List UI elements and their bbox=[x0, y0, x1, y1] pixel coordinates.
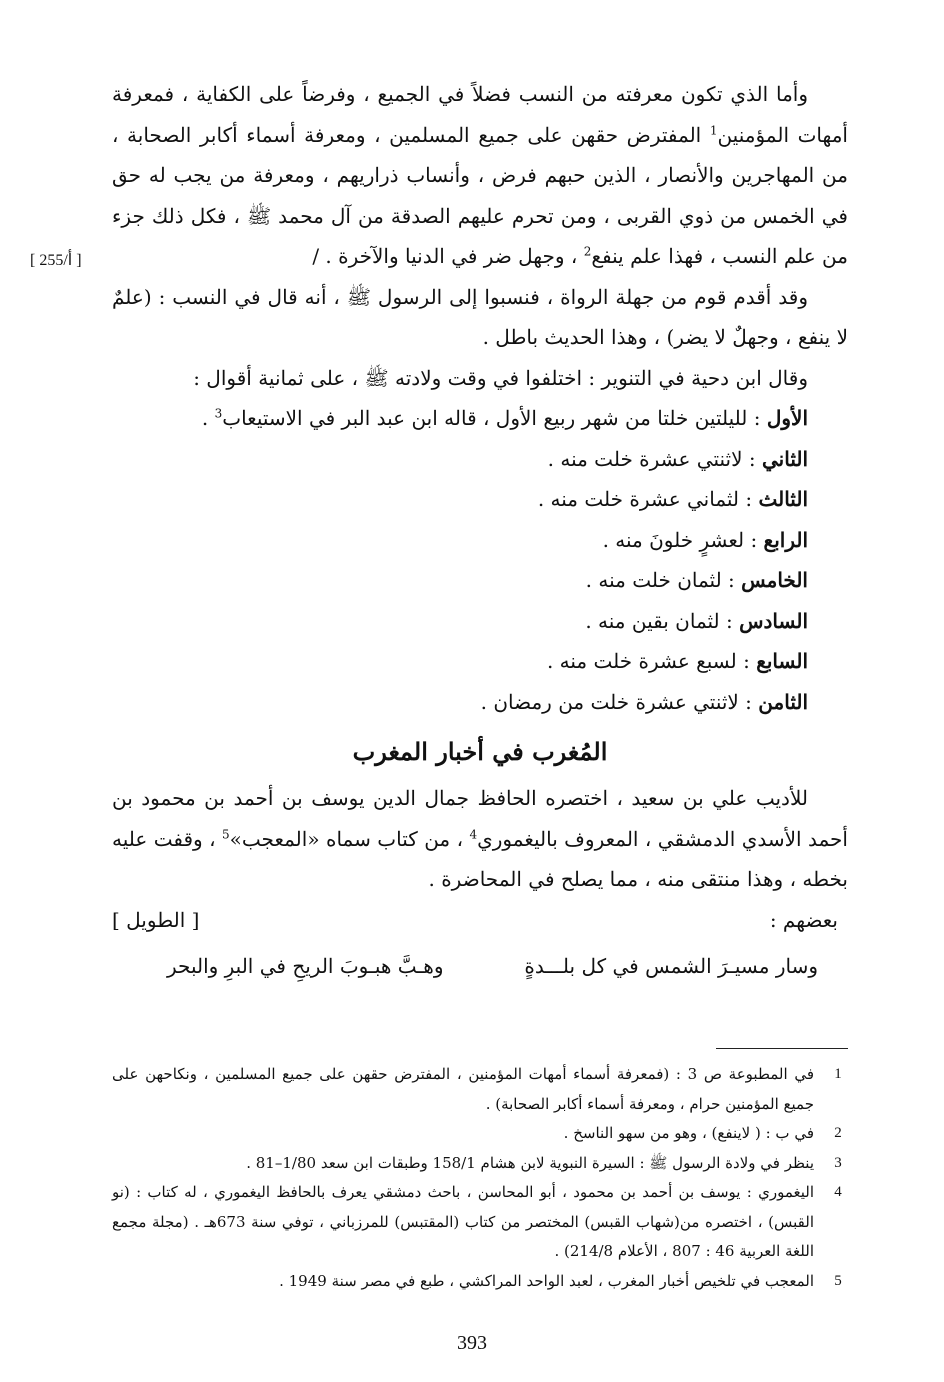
ordinal-label: الرابع bbox=[763, 527, 808, 552]
list-item bbox=[112, 439, 848, 480]
ordinal-label: الثاني bbox=[761, 446, 808, 471]
text-run: للأديب علي بن سعيد ، اختصره الحافظ جمال الدين يوسف بن أحمد بن محمود بن أحمد الأسدي الدمشقي ، المعروف باليغموري bbox=[112, 786, 848, 851]
verse-intro: بعضهم : bbox=[769, 907, 838, 932]
text-run: وأما الذي تكون معرفته من النسب فضلاً في الجميع ، وفرضاً على الكفاية ، فمعرفة أمهات المؤمنين bbox=[112, 82, 848, 147]
list-item-end: . bbox=[201, 406, 215, 430]
main-text bbox=[112, 74, 848, 990]
poetic-meter-label: [ الطويل ] bbox=[112, 907, 200, 932]
footnote-text: اليغموري : يوسف بن أحمد بن محمود ، أبو المحاسن ، باحث دمشقي يعرف بالحافظ اليغموري ، له كتاب : (نو القبس) ، اختصره من(شهاب القبس) المختصر من كتاب (المقتبس) للمرزباني ، توفي سنة 673هـ . (مجلة مجمع اللغة العربية 46 : 807 ، الأعلام 214/8) . bbox=[112, 1183, 815, 1260]
footnote-ref-5[interactable]: 5 bbox=[222, 826, 230, 841]
ordinal-label: الخامس bbox=[741, 568, 808, 592]
footnote-number: 1 bbox=[834, 1066, 842, 1082]
opinions-list bbox=[112, 398, 848, 722]
paragraph-mughrib bbox=[112, 778, 848, 900]
paragraph-hadith: وقد أقدم قوم من جهلة الرواة ، فنسبوا إلى الرسول ﷺ ، أنه قال في النسب : (علمٌ لا ينفع ، وجهلٌ لا يضر) ، وهذا الحديث باطل . bbox=[112, 284, 848, 349]
footnote-ref-3[interactable]: 3 bbox=[214, 406, 223, 421]
list-item bbox=[112, 398, 848, 439]
list-item bbox=[112, 520, 848, 561]
list-item bbox=[112, 560, 848, 601]
footnote-number: 3 bbox=[834, 1154, 842, 1171]
footnotes bbox=[112, 1060, 848, 1296]
footnote-ref-1[interactable]: 1 bbox=[709, 122, 718, 137]
list-item-text: : لثمان خلت منه . bbox=[585, 568, 742, 592]
margin-manuscript-ref: [ 255/أ ] bbox=[30, 252, 82, 269]
section-heading: المُغرب في أخبار المغرب bbox=[352, 737, 608, 766]
page-number: 393 bbox=[457, 1332, 487, 1354]
footnote-number: 4 bbox=[834, 1184, 842, 1200]
text-run: ، من كتاب سماه «المعجب» bbox=[229, 826, 470, 851]
footnote-number: 2 bbox=[834, 1125, 842, 1141]
footnote-item bbox=[112, 1149, 848, 1179]
verse-intro-row bbox=[112, 900, 848, 940]
text-run: ، وجهل ضر في الدنيا والآخرة . / bbox=[312, 244, 584, 268]
list-item-text: : لاثنتي عشرة خلت من رمضان . bbox=[480, 689, 759, 714]
paragraph-genealogy bbox=[112, 74, 848, 277]
list-item bbox=[112, 641, 848, 682]
list-item-text: : لعشرٍ خلونَ منه . bbox=[602, 527, 764, 552]
poem-verse bbox=[112, 946, 848, 990]
list-item-text: : لسبع عشرة خلت منه . bbox=[546, 649, 757, 673]
footnote-text: في المطبوعة ص 3 : (فمعرفة أسماء أمهات المؤمنين ، المفترض حقهن على جميع المسلمين ، ونكاحهن على جميع المؤمنين حرام ، ومعرفة أسماء أكابر الصحابة) . bbox=[112, 1065, 814, 1113]
footnote-divider bbox=[716, 1048, 848, 1049]
footnote-text: ينظر في ولادة الرسول ﷺ : السيرة النبوية لابن هشام 158/1 وطبقات ابن سعد 1/80–81 . bbox=[246, 1153, 814, 1172]
verse-first-hemistich: وسار مسيـرَ الشمس في كل بلـــدةٍ bbox=[524, 953, 818, 978]
list-item-text: : لليلتين خلتا من شهر ربيع الأول ، قاله ابن عبد البر في الاستيعاب bbox=[222, 406, 767, 430]
list-item bbox=[112, 601, 848, 642]
footnote-item bbox=[112, 1267, 848, 1297]
footnote-item bbox=[112, 1119, 848, 1149]
list-item-text: : لثماني عشرة خلت منه . bbox=[537, 487, 759, 511]
verse-second-hemistich: وهـبَّ هبـوبَ الريحِ في البرِ والبحر bbox=[167, 953, 444, 978]
list-item-text: : لثمان بقين منه . bbox=[585, 608, 740, 633]
ordinal-label: الثالث bbox=[758, 487, 808, 511]
ordinal-label: السادس bbox=[739, 608, 808, 633]
footnote-text: المعجب في تلخيص أخبار المغرب ، لعبد الواحد المراكشي ، طبع في مصر سنة 1949 . bbox=[279, 1271, 814, 1290]
list-item bbox=[112, 682, 848, 723]
footnote-ref-4[interactable]: 4 bbox=[469, 826, 478, 841]
list-item-text: : لاثنتي عشرة خلت منه . bbox=[547, 446, 762, 471]
text-run: المفترض حقهن على جميع المسلمين ، ومعرفة أسماء أكابر الصحابة ، من المهاجرين والأنصار ، الذين حبهم فرض ، وأنساب ذراريهم ، ومعرفة من يجب له حق في الخمس من ذوي القربى ، ومن تحرم عليهم الصدقة من آل محمد ﷺ ، فكل ذلك جزء من علم النسب ، فهذا علم ينفع bbox=[112, 122, 848, 268]
list-item bbox=[112, 479, 848, 520]
footnote-item bbox=[112, 1178, 848, 1267]
ordinal-label: الثامن bbox=[758, 689, 808, 714]
footnote-ref-2[interactable]: 2 bbox=[583, 244, 592, 259]
paragraph-birth-intro: وقال ابن دحية في التنوير : اختلفوا في وقت ولادته ﷺ ، على ثمانية أقوال : bbox=[193, 365, 808, 390]
footnote-number: 5 bbox=[834, 1272, 842, 1289]
footnote-item bbox=[112, 1060, 848, 1119]
text-run: ، وقفت عليه بخطه ، وهذا منتقى منه ، مما يصلح في المحاضرة . bbox=[112, 826, 848, 891]
ordinal-label: السابع bbox=[756, 649, 808, 673]
footnote-text: في ب : ( لاينفع) ، وهو من سهو الناسخ . bbox=[563, 1124, 814, 1142]
ordinal-label: الأول bbox=[766, 406, 808, 430]
